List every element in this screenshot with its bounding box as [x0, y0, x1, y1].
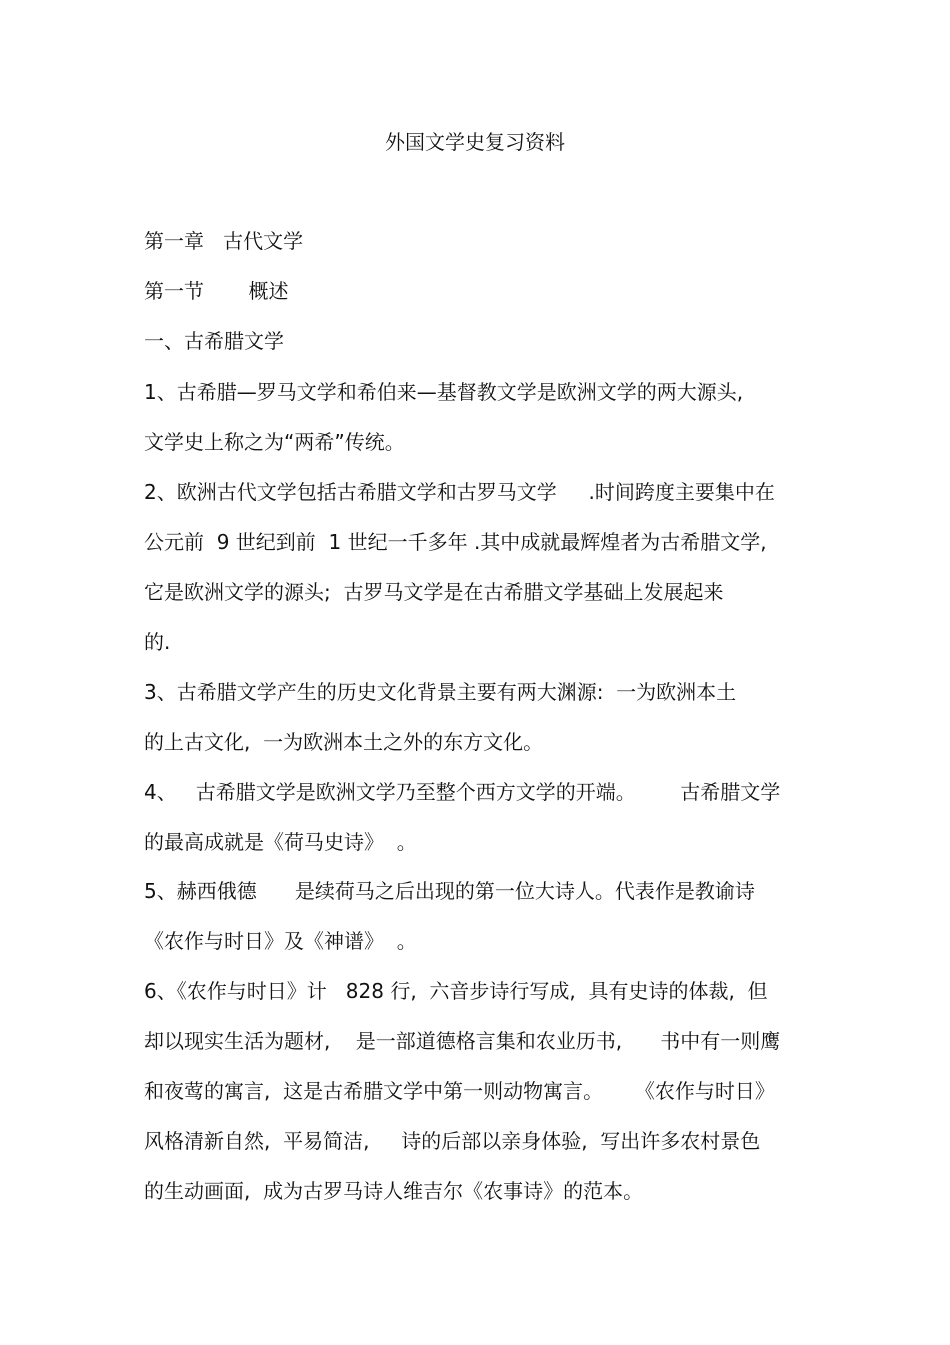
document-title: 外国文学史复习资料	[385, 130, 565, 154]
text-line: 《农作与时日》及《神谱》 。	[144, 929, 417, 953]
chapter-heading: 第一章 古代文学	[144, 229, 304, 253]
text-line: 3、古希腊文学产生的历史文化背景主要有两大渊源: 一为欧洲本土	[144, 680, 737, 704]
text-line: 5、赫西俄德 是续荷马之后出现的第一位大诗人。代表作是教谕诗	[144, 879, 755, 903]
section-heading: 第一节 概述	[144, 279, 289, 303]
text-line: 却以现实生活为题材, 是一部道德格言集和农业历书, 书中有一则鹰	[144, 1029, 781, 1053]
text-line: 的.	[144, 630, 171, 654]
text-line: 的最高成就是《荷马史诗》 。	[144, 830, 417, 854]
text-line: 1、古希腊—罗马文学和希伯来—基督教文学是欧洲文学的两大源头,	[144, 380, 744, 404]
subsection-heading: 一、古希腊文学	[144, 329, 284, 353]
text-line: 4、 古希腊文学是欧洲文学乃至整个西方文学的开端。 古希腊文学	[144, 780, 781, 804]
text-line: 文学史上称之为“两希”传统。	[144, 430, 405, 454]
text-line: 6、《农作与时日》计 828 行, 六音步诗行写成, 具有史诗的体裁, 但	[144, 979, 768, 1003]
text-line: 它是欧洲文学的源头; 古罗马文学是在古希腊文学基础上发展起来	[144, 580, 724, 604]
text-line: 的生动画面, 成为古罗马诗人维吉尔《农事诗》的范本。	[144, 1179, 644, 1203]
text-line: 风格清新自然, 平易简洁, 诗的后部以亲身体验, 写出许多农村景色	[144, 1129, 761, 1153]
text-line: 的上古文化, 一为欧洲本土之外的东方文化。	[144, 730, 544, 754]
text-line: 和夜莺的寓言, 这是古希腊文学中第一则动物寓言。 《农作与时日》	[144, 1079, 775, 1103]
text-line: 公元前 9 世纪到前 1 世纪一千多年 .其中成就最辉煌者为古希腊文学,	[144, 530, 767, 554]
text-line: 2、欧洲古代文学包括古希腊文学和古罗马文学 .时间跨度主要集中在	[144, 480, 775, 504]
